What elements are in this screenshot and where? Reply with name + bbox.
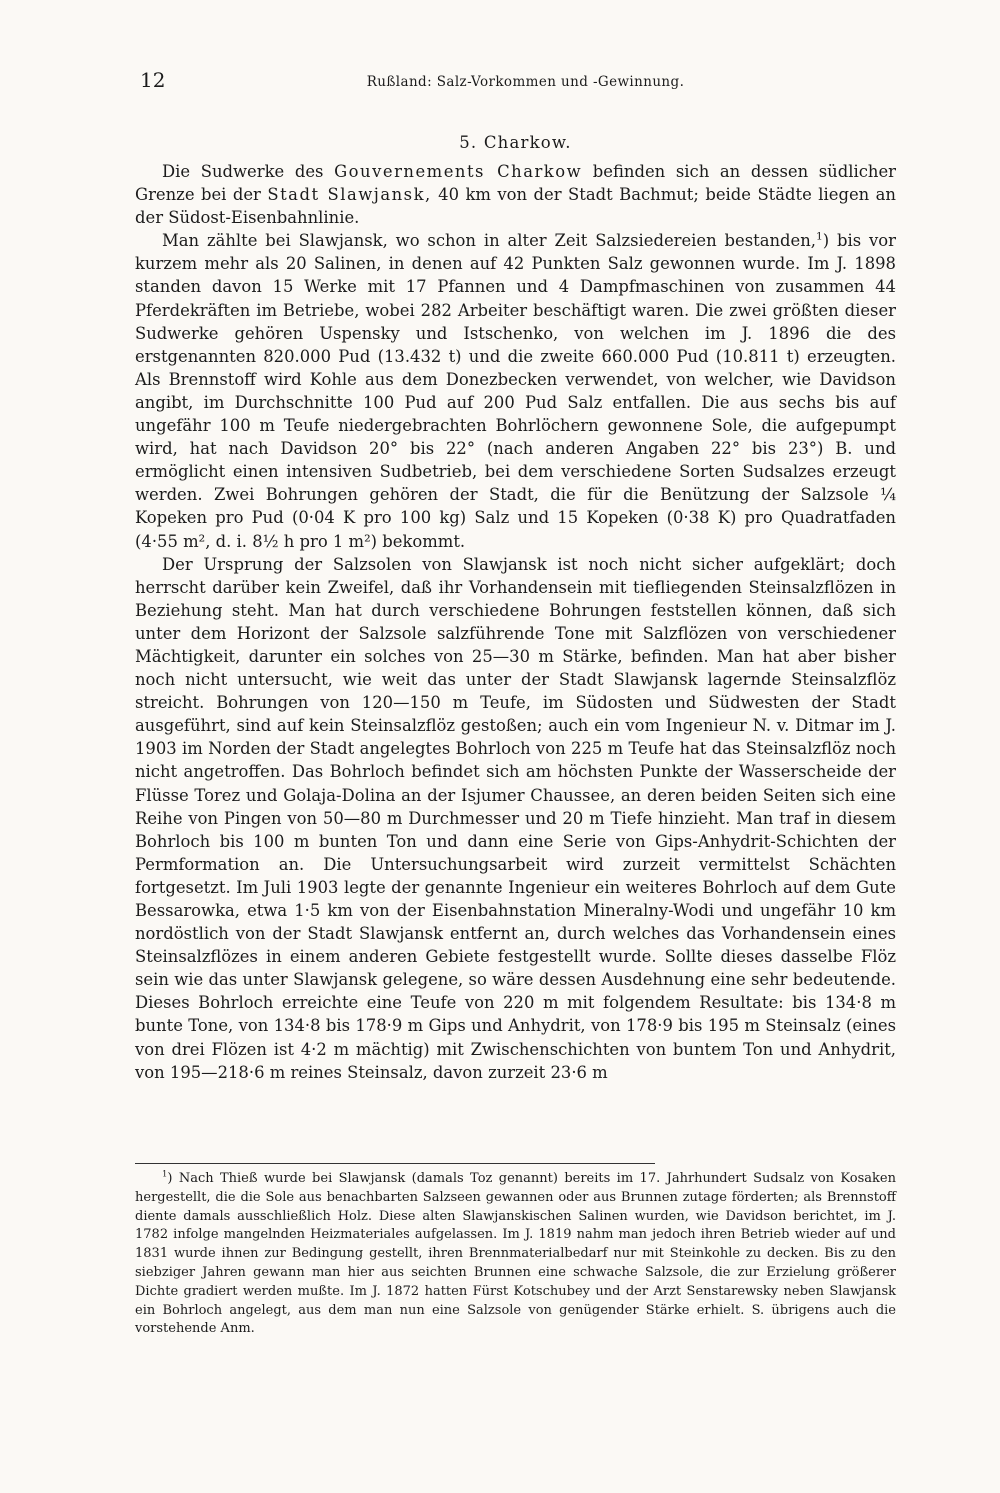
- page-number: 12: [140, 68, 166, 92]
- paragraph-2: [135, 229, 896, 552]
- paragraph-2-b: ) bis vor kurzem mehr als 20 Salinen, in denen auf 42 Punkten Salz gewonnen wurde. Im J. 1898 standen davon 15 Werke mit 17 Pfannen und 4 Dampfmaschinen von zusammen 44 Pferdekräften im Betriebe, wobei 282 Arbeiter beschäftigt waren. Die zwei größten dieser Sudwerke gehören Uspensky und Istschenko, von welchen im J. 1896 die des erstgenannten 820.000 Pud (13.432 t) und die zweite 660.000 Pud (10.811 t) erzeugten. Als Brennstoff wird Kohle aus dem Donezbecken verwendet, von welcher, wie Davidson angibt, im Durchschnitte 100 Pud auf 200 Pud Salz entfallen. Die aus sechs bis auf ungefähr 100 m Teufe niedergebrachten Bohrlöchern gewonnene Sole, die aufgepumpt wird, hat nach Davidson 20° bis 22° (nach anderen Angaben 22° bis 23°) B. und ermöglicht einen intensiven Sudbetrieb, bei dem verschiedene Sorten Sudsalzes erzeugt werden. Zwei Bohrungen gehören der Stadt, die für die Benützung der Salzsole ¼ Kopeken pro Pud (0·04 K pro 100 kg) Salz und 15 Kopeken (0·38 K) pro Quadratfaden (4·55 m², d. i. 8½ h pro 1 m²) bekommt.: [135, 231, 896, 551]
- footnote: [135, 1170, 896, 1339]
- paragraph-1-pre: Die Sudwerke des: [162, 162, 335, 181]
- footnote-reference: 1: [816, 229, 823, 243]
- paragraph-1-spaced: Gouvernements Charkow: [334, 162, 583, 181]
- footnote-divider: [135, 1163, 655, 1164]
- footnote-text: ) Nach Thieß wurde bei Slawjansk (damals Toz genannt) bereits im 17. Jahrhundert Sudsalz von Kosaken hergestellt, die die Sole aus benachbarten Salzseen gewannen oder aus Brunnen zutage förderten; als Brennstoff diente damals ausschließlich Holz. Diese alten Slawjanskischen Salinen wurden, wie Davidson berichtet, im J. 1782 infolge mangelnden Heizmateriales aufgelassen. Im J. 1819 nahm man jedoch ihren Betrieb wieder auf und 1831 wurde ihnen zur Bedingung gestellt, ihren Brennmaterialbedarf nur mit Steinkohle zu decken. Bis zu den siebziger Jahren gewann man hier aus seichten Brunnen eine schwache Salzsole, die zur Erzielung größerer Dichte gradiert werden mußte. Im J. 1872 hatten Fürst Kotschubey und der Arzt Senstarewsky neben Slawjansk ein Bohrloch angelegt, aus dem man nun eine Salzsole von genügender Stärke erhielt. S. übrigens auch die vorstehende Anm.: [135, 1171, 896, 1337]
- page-header: [135, 68, 896, 94]
- paragraph-1: [135, 160, 896, 229]
- paragraph-1-end: 40 km von der Stadt Bachmut; beide Städte liegen an der Südost-Eisenbahnlinie.: [135, 185, 896, 228]
- running-head: Rußland: Salz-Vorkommen und -Gewinnung.: [366, 74, 685, 90]
- paragraph-1-spaced-2: Stadt Slawjansk,: [267, 185, 432, 205]
- footnote-marker: 1: [162, 1168, 168, 1179]
- section-title: 5. Charkow.: [459, 133, 572, 152]
- main-text: [135, 160, 896, 1084]
- paragraph-2-a: Man zählte bei Slawjansk, wo schon in alter Zeit Salzsiedereien bestanden,: [162, 231, 816, 251]
- paragraph-1-post: befinden sich an dessen südlicher Grenze bei der: [135, 162, 896, 205]
- paragraph-3: Der Ursprung der Salzsolen von Slawjansk ist noch nicht sicher aufgeklärt; doch herrscht darüber kein Zweifel, daß ihr Vorhandensein mit tiefliegenden Steinsalzflözen in Beziehung steht. Man hat durch verschiedene Bohrungen feststellen können, daß sich unter dem Horizont der Salzsole salzführende Tone mit Salzflözen von verschiedener Mächtigkeit, darunter ein solches von 25—30 m Stärke, befinden. Man hat aber bisher noch nicht untersucht, wie weit das unter der Stadt Slawjansk lagernde Steinsalzflöz streicht. Bohrungen von 120—150 m Teufe, im Südosten und Südwesten der Stadt ausgeführt, sind auf kein Steinsalzflöz gestoßen; auch ein vom Ingenieur N. v. Ditmar im J. 1903 im Norden der Stadt angelegtes Bohrloch von 225 m Teufe hat das Steinsalzflöz noch nicht angetroffen. Das Bohrloch befindet sich am höchsten Punkte der Wasserscheide der Flüsse Torez und Golaja-Dolina an der Isjumer Chaussee, an deren beiden Seiten sich eine Reihe von Pingen von 50—80 m Durchmesser und 20 m Tiefe hinzieht. Man traf in diesem Bohrloch bis 100 m bunten Ton und dann eine Serie von Gips-Anhydrit-Schichten der Permformation an. Die Untersuchungsarbeit wird zurzeit vermittelst Schächten fortgesetzt. Im Juli 1903 legte der genannte Ingenieur ein weiteres Bohrloch auf dem Gute Bessarowka, etwa 1·5 km von der Eisenbahnstation Mineralny-Wodi und ungefähr 10 km nordöstlich von der Stadt Slawjansk entfernt an, durch welches das Vorhandensein eines Steinsalzflözes in einem anderen Gebiete festgestellt wurde. Sollte dieses dasselbe Flöz sein wie das unter Slawjansk gelegene, so wäre dessen Ausdehnung eine sehr bedeutende. Dieses Bohrloch erreichte eine Teufe von 220 m mit folgendem Resultate: bis 134·8 m bunte Tone, von 134·8 bis 178·9 m Gips und Anhydrit, von 178·9 bis 195 m Steinsalz (eines von drei Flözen ist 4·2 m mächtig) mit Zwischenschichten von buntem Ton und Anhydrit, von 195—218·6 m reines Steinsalz, davon zurzeit 23·6 m: [135, 554, 896, 1082]
